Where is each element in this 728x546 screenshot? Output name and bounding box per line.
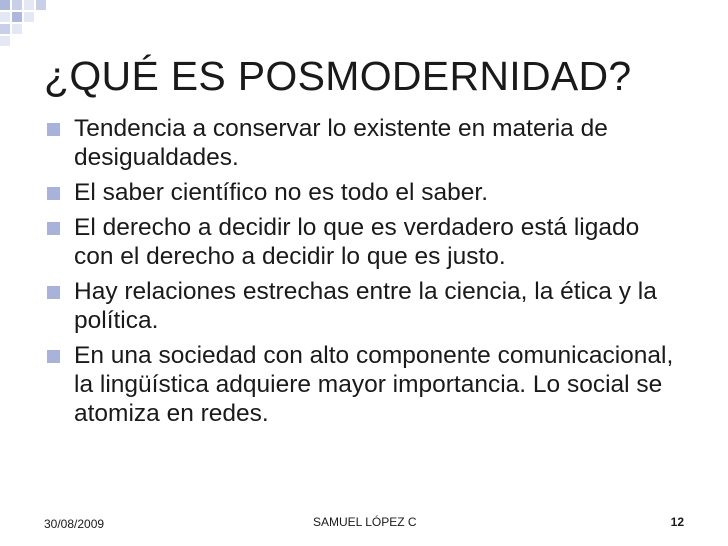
bullet-text: El derecho a decidir lo que es verdadero está ligado con el derecho a decidir lo que es justo. [74,214,640,270]
decor-square [0,36,10,46]
footer-date: 30/08/2009 [44,517,105,531]
decor-square [0,24,10,34]
square-bullet-icon [47,350,60,363]
bullet-text: Hay relaciones estrechas entre la ciencia, la ética y la política. [74,278,657,334]
list-item [44,277,684,335]
page-number: 12 [670,515,684,529]
footer-author: SAMUEL LÓPEZ C [313,515,417,529]
decor-square [0,12,10,22]
decor-square [12,0,22,10]
decor-square [0,0,10,10]
list-item [44,178,684,207]
decor-square [12,12,22,22]
list-item [44,341,684,428]
square-bullet-icon [47,123,60,136]
slide-footer [0,513,728,533]
square-bullet-icon [47,187,60,200]
decor-square [24,0,34,10]
slide-title: ¿QUÉ ES POSMODERNIDAD? [44,53,632,99]
corner-decoration [0,0,60,52]
bullet-list [44,114,684,434]
bullet-text: El saber científico no es todo el saber. [74,179,489,206]
bullet-text: En una sociedad con alto componente comunicacional, la lingüística adquiere mayor importancia. Lo social se atomiza en redes. [74,342,674,427]
decor-square [24,12,34,22]
decor-square [12,24,22,34]
square-bullet-icon [47,286,60,299]
square-bullet-icon [47,222,60,235]
decor-square [36,0,46,10]
bullet-text: Tendencia a conservar lo existente en materia de desigualdades. [74,115,608,171]
list-item [44,114,684,172]
list-item [44,213,684,271]
